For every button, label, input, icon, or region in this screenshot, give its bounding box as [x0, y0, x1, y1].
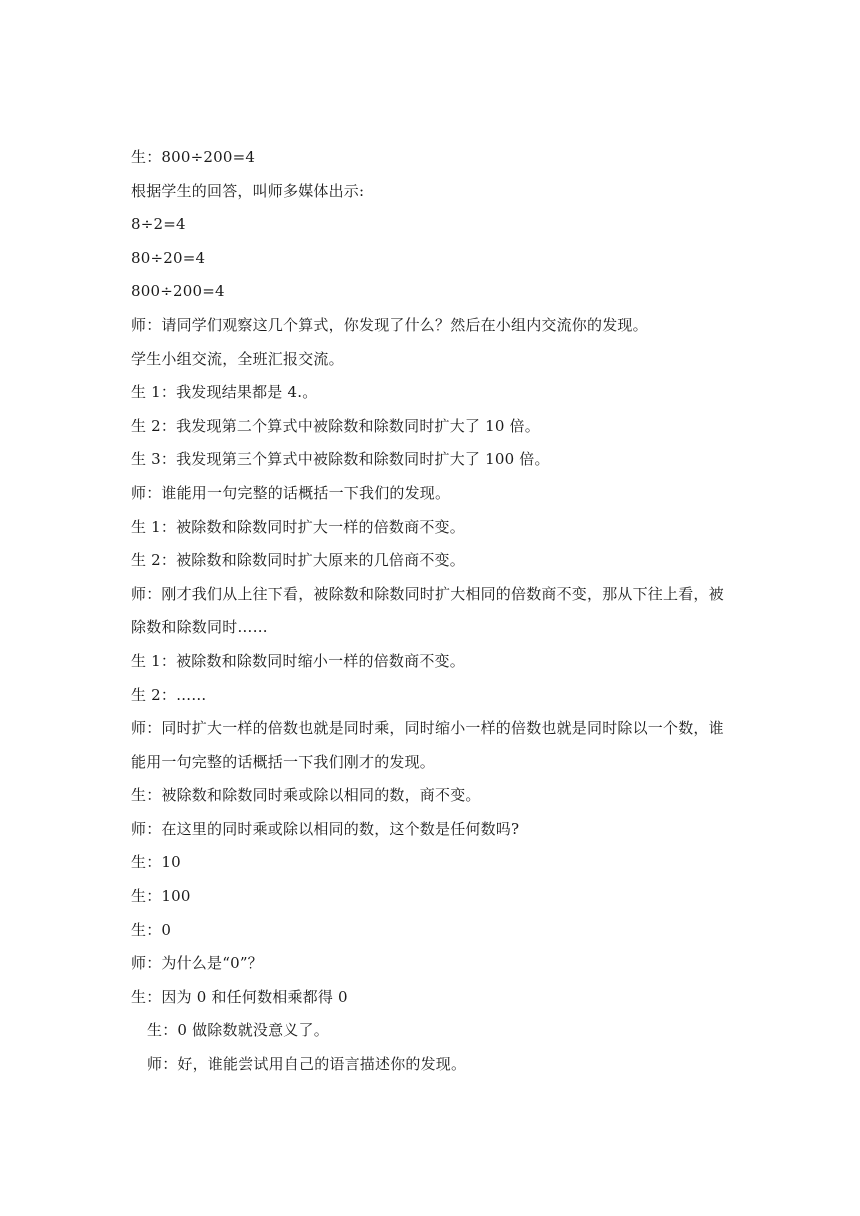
text-line: 生 1：被除数和除数同时扩大一样的倍数商不变。	[131, 517, 465, 536]
text-line: 根据学生的回答，叫师多媒体出示:	[131, 181, 365, 200]
text-line: 生 3：我发现第三个算式中被除数和除数同时扩大了 100 倍。	[131, 450, 550, 469]
text-line: 生：0	[131, 920, 172, 939]
text-line: 生 2：被除数和除数同时扩大原来的几倍商不变。	[131, 551, 465, 570]
text-line: 生：10	[131, 853, 181, 872]
text-line: 学生小组交流，全班汇报交流。	[131, 349, 344, 368]
text-line: 生 1：被除数和除数同时缩小一样的倍数商不变。	[131, 651, 465, 670]
text-line: 8÷2=4	[131, 215, 186, 234]
text-line: 生：因为 0 和任何数相乘都得 0	[131, 987, 348, 1006]
text-paragraph: 师：同时扩大一样的倍数也就是同时乘，同时缩小一样的倍数也就是同时除以一个数，谁能用一句完整的话概括一下我们刚才的发现。	[131, 719, 724, 771]
text-line: 生 2：我发现第二个算式中被除数和除数同时扩大了 10 倍。	[131, 416, 540, 435]
text-line: 师：为什么是“0”？	[131, 954, 263, 973]
text-line: 80÷20=4	[131, 248, 206, 267]
text-line: 师：请同学们观察这几个算式，你发现了什么？然后在小组内交流你的发现。	[131, 315, 648, 334]
text-line: 生 2：……	[131, 685, 207, 704]
text-line: 师：在这里的同时乘或除以相同的数，这个数是任何数吗?	[131, 819, 520, 838]
text-line: 生：被除数和除数同时乘或除以相同的数，商不变。	[131, 786, 481, 805]
text-line: 生：800÷200=4	[131, 148, 256, 166]
text-line: 生：100	[131, 887, 191, 906]
text-line: 生 1：我发现结果都是 4.。	[131, 383, 318, 402]
text-line: 师：好，谁能尝试用自己的语言描述你的发现。	[147, 1055, 467, 1074]
text-line: 师：谁能用一句完整的话概括一下我们的发现。	[131, 483, 451, 502]
text-line: 生：0 做除数就没意义了。	[147, 1021, 329, 1040]
text-line: 800÷200=4	[131, 282, 225, 301]
text-paragraph: 师：刚才我们从上往下看，被除数和除数同时扩大相同的倍数商不变，那从下往上看，被除数和除数同时……	[131, 584, 724, 637]
document-body	[131, 141, 736, 1082]
